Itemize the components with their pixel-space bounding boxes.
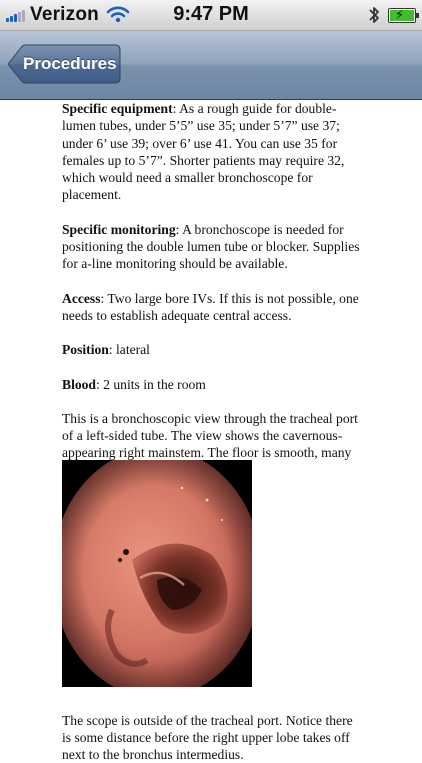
status-bar: [0, 0, 422, 31]
section-label: Access: [62, 290, 101, 306]
section-specific-monitoring: [62, 221, 364, 273]
section-label: Specific equipment: [62, 101, 173, 116]
back-button[interactable]: [7, 44, 121, 84]
section-text: : lateral: [108, 342, 150, 358]
image-caption-below: The scope is outside of the tracheal port. Notice there is some distance before the right upper lobe takes off next to the bronchus intermedius.: [62, 712, 353, 763]
section-text: : Two large bore IVs. If this is not possible, one needs to establish adequate central access.: [62, 290, 359, 323]
image-caption-above: This is a bronchoscopic view through the tracheal port of a left-sided tube. The view shows the cavernous-appearing right mainstem. The floor is smooth, many: [62, 410, 358, 461]
carrier-name: Verizon: [30, 4, 99, 25]
section-text: : A bronchoscope is needed for positioning the double lumen tube or blocker. Supplies for a-line monitoring should be available.: [62, 221, 360, 272]
section-access: [62, 290, 364, 325]
bronchoscopy-image: [62, 460, 252, 687]
section-label: Specific monitoring: [62, 221, 176, 237]
procedure-content: [62, 100, 364, 479]
section-text: : 2 units in the room: [96, 376, 206, 392]
section-specific-equipment: [62, 100, 364, 204]
back-button-label: Procedures: [23, 54, 117, 73]
section-label: Position: [62, 342, 109, 358]
section-blood: [62, 376, 364, 393]
battery-charging-icon: ⚡: [388, 8, 416, 23]
navigation-bar: [0, 31, 422, 100]
section-label: Blood: [62, 376, 96, 392]
section-text: : As a rough guide for double-lumen tubes, under 5’5” use 35; under 5’7” use 37; under 6’ use 39; over 6’ use 41. You can use 35 for females up to 5’7”. Shorter patients may require 32, which would need a smaller bronchoscope for placement.: [62, 101, 345, 203]
section-position: [62, 341, 364, 358]
status-time: 9:47 PM: [173, 3, 249, 25]
bluetooth-icon: [367, 5, 381, 25]
